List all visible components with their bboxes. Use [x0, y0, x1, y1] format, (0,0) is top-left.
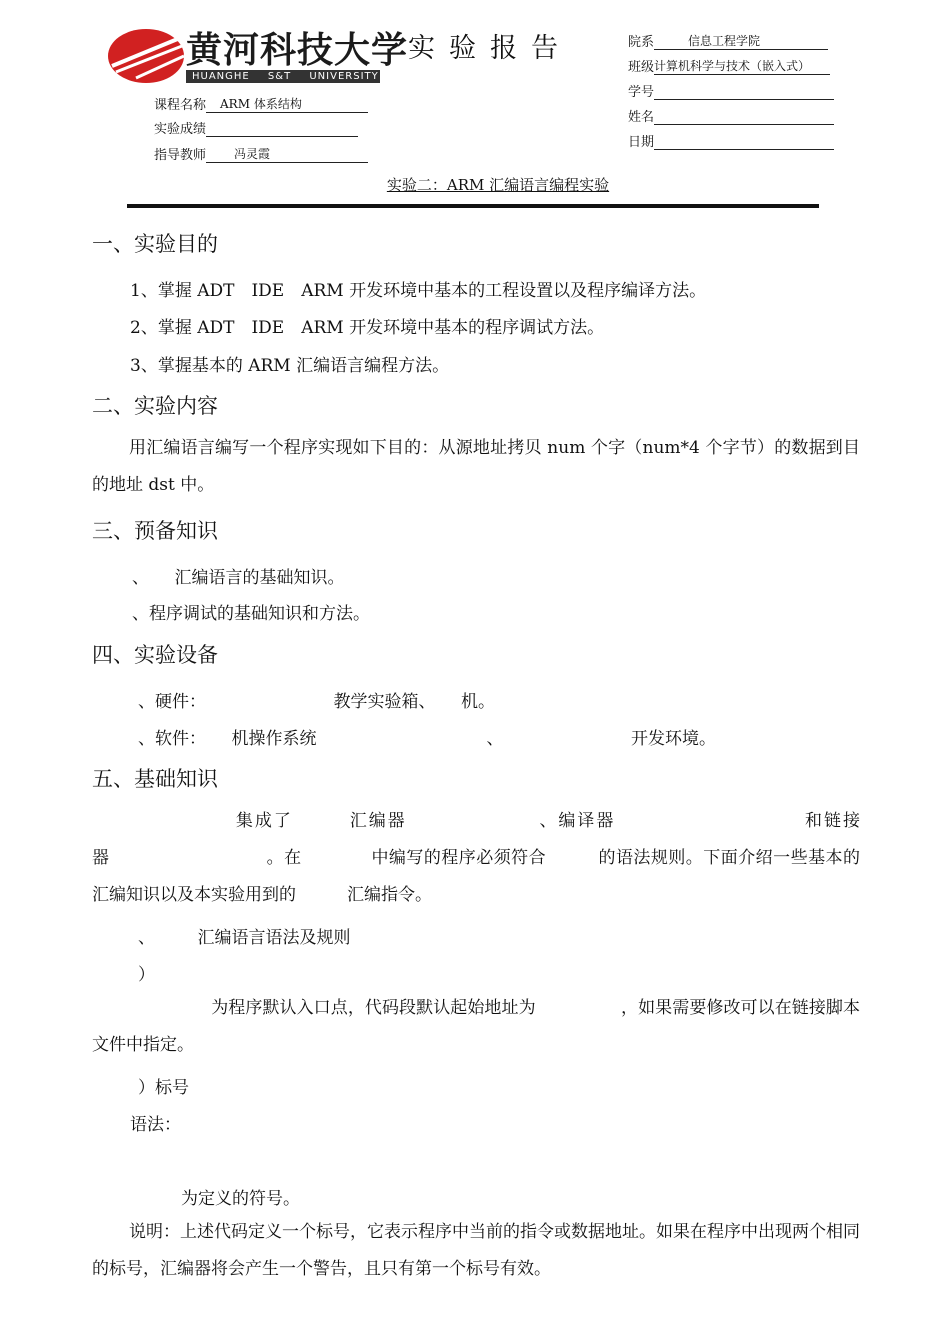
score-label: 实验成绩	[154, 122, 207, 137]
date-value	[654, 134, 834, 150]
student-id-label: 学号	[628, 85, 655, 100]
label-note-paragraph: 说明：上述代码定义一个标号，它表示程序中当前的指令或数据地址。如果在程序中出现两个相同的标号，汇编器将会产生一个警告，且只有第一个标号有效。	[92, 1222, 860, 1279]
university-logo	[106, 22, 409, 86]
section-heading-prerequisites: 三、预备知识	[92, 519, 218, 543]
class-field	[628, 56, 830, 75]
section-heading-objectives: 一、实验目的	[92, 232, 218, 256]
list-item-1: ）	[138, 965, 155, 985]
date-field	[628, 131, 834, 150]
experiment-title: 实验二：ARM 汇编语言编程实验	[386, 176, 610, 194]
score-field	[154, 118, 358, 137]
prerequisite-item: 、 汇编语言的基础知识。	[132, 568, 345, 588]
student-id-field	[628, 81, 834, 100]
basics-intro-paragraph: 集成了 汇编器 、编译器 和链接器 。在 中编写的程序必须符合 的语法规则。下面介绍一些基本的 汇编知识以及本实验用到的 汇编指令。	[92, 811, 911, 905]
university-name-cn: 黄河科技大学	[186, 29, 409, 71]
syntax-label: 语法：	[130, 1115, 181, 1135]
hardware-line: 、硬件： 教学实验箱、 机。	[138, 692, 495, 712]
instructor-field	[154, 144, 368, 163]
instructor-value: 冯灵霞	[206, 147, 368, 163]
course-name-value: ARM 体系结构	[206, 97, 368, 113]
date-label: 日期	[628, 135, 655, 150]
department-label: 院系	[628, 35, 655, 50]
software-line: 、软件： 机操作系统 、 开发环境。	[138, 729, 716, 749]
student-name-field	[628, 106, 834, 125]
prerequisite-item: 、程序调试的基础知识和方法。	[132, 604, 370, 624]
score-value	[206, 121, 358, 137]
list-item-2: ）标号	[138, 1078, 189, 1098]
objective-item: 2、掌握 ADT IDE ARM 开发环境中基本的程序调试方法。	[130, 318, 605, 338]
university-name-en: HUANGHE S&T UNIVERSITY	[192, 71, 379, 82]
class-label: 班级	[628, 60, 655, 75]
syntax-subheading: 、 汇编语言语法及规则	[138, 928, 351, 948]
symbol-definition: 为定义的符号。	[130, 1189, 300, 1209]
header-divider	[127, 204, 819, 208]
department-value: 信息工程学院	[654, 34, 828, 50]
course-name-label: 课程名称	[154, 98, 207, 113]
student-id-value	[654, 84, 834, 100]
section-heading-content: 二、实验内容	[92, 394, 218, 418]
instructor-label: 指导教师	[154, 148, 207, 163]
class-value: 计算机科学与技术（嵌入式）	[654, 59, 830, 75]
objective-item: 1、掌握 ADT IDE ARM 开发环境中基本的工程设置以及程序编译方法。	[130, 281, 707, 301]
course-name-field	[154, 94, 368, 113]
entry-point-paragraph: 为程序默认入口点，代码段默认起始地址为 ，如果需要修改可以在链接脚本文件中指定。	[92, 998, 860, 1055]
objective-item: 3、掌握基本的 ARM 汇编语言编程方法。	[130, 356, 450, 376]
student-name-value	[654, 109, 834, 125]
content-paragraph: 用汇编语言编写一个程序实现如下目的：从源地址拷贝 num 个字（num*4 个字节）的数据到目的地址 dst 中。	[92, 438, 860, 495]
report-title: 实验报告	[408, 33, 572, 64]
department-field	[628, 31, 828, 50]
student-name-label: 姓名	[628, 110, 655, 125]
section-heading-equipment: 四、实验设备	[92, 643, 218, 667]
section-heading-basics: 五、基础知识	[92, 767, 218, 791]
